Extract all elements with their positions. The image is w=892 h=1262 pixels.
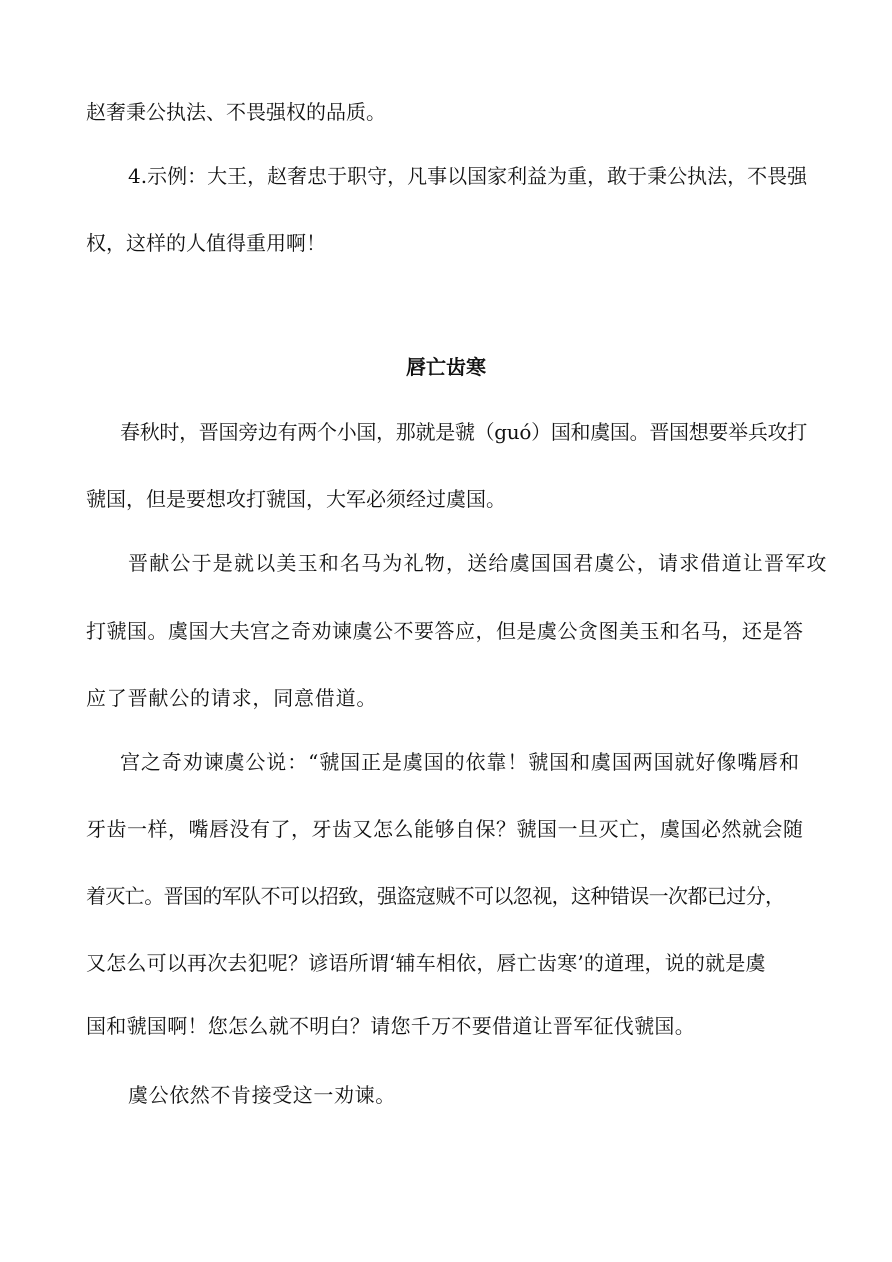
text-line-14: 虞公依然不肯接受这一劝谏。 [128, 1083, 396, 1107]
text-line-9: 宫之奇劝谏虞公说：“虢国正是虞国的依靠！虢国和虞国两国就好像嘴唇和 [120, 750, 800, 774]
text-line-1: 赵奢秉公执法、不畏强权的品质。 [86, 100, 386, 124]
text-line-4: 春秋时，晋国旁边有两个小国，那就是虢（guó）国和虞国。晋国想要举兵攻打 [120, 420, 807, 444]
text-line-11: 着灭亡。晋国的军队不可以招致，强盗寇贼不可以忽视，这种错误一次都已过分， [86, 884, 785, 908]
text-line-10: 牙齿一样，嘴唇没有了，牙齿又怎么能够自保？虢国一旦灭亡，虞国必然就会随 [86, 817, 804, 841]
text-line-6: 晋献公于是就以美玉和名马为礼物，送给虞国国君虞公，请求借道让晋军攻 [128, 551, 828, 575]
text-line-3: 权，这样的人值得重用啊！ [86, 231, 326, 255]
text-line-5: 虢国，但是要想攻打虢国，大军必须经过虞国。 [86, 487, 506, 511]
text-line-13: 国和虢国啊！您怎么就不明白？请您千万不要借道让晋军征伐虢国。 [86, 1014, 695, 1038]
text-line-12: 又怎么可以再次去犯呢？谚语所谓‘辅车相依，唇亡齿寒’的道理，说的就是虞 [86, 951, 766, 975]
section-title: 唇亡齿寒 [406, 355, 486, 379]
text-line-2: 4.示例：大王，赵奢忠于职守，凡事以国家利益为重，敢于秉公执法，不畏强 [128, 164, 808, 188]
text-line-8: 应了晋献公的请求，同意借道。 [86, 686, 378, 710]
text-line-7: 打虢国。虞国大夫宫之奇劝谏虞公不要答应，但是虞公贪图美玉和名马，还是答 [86, 619, 804, 643]
